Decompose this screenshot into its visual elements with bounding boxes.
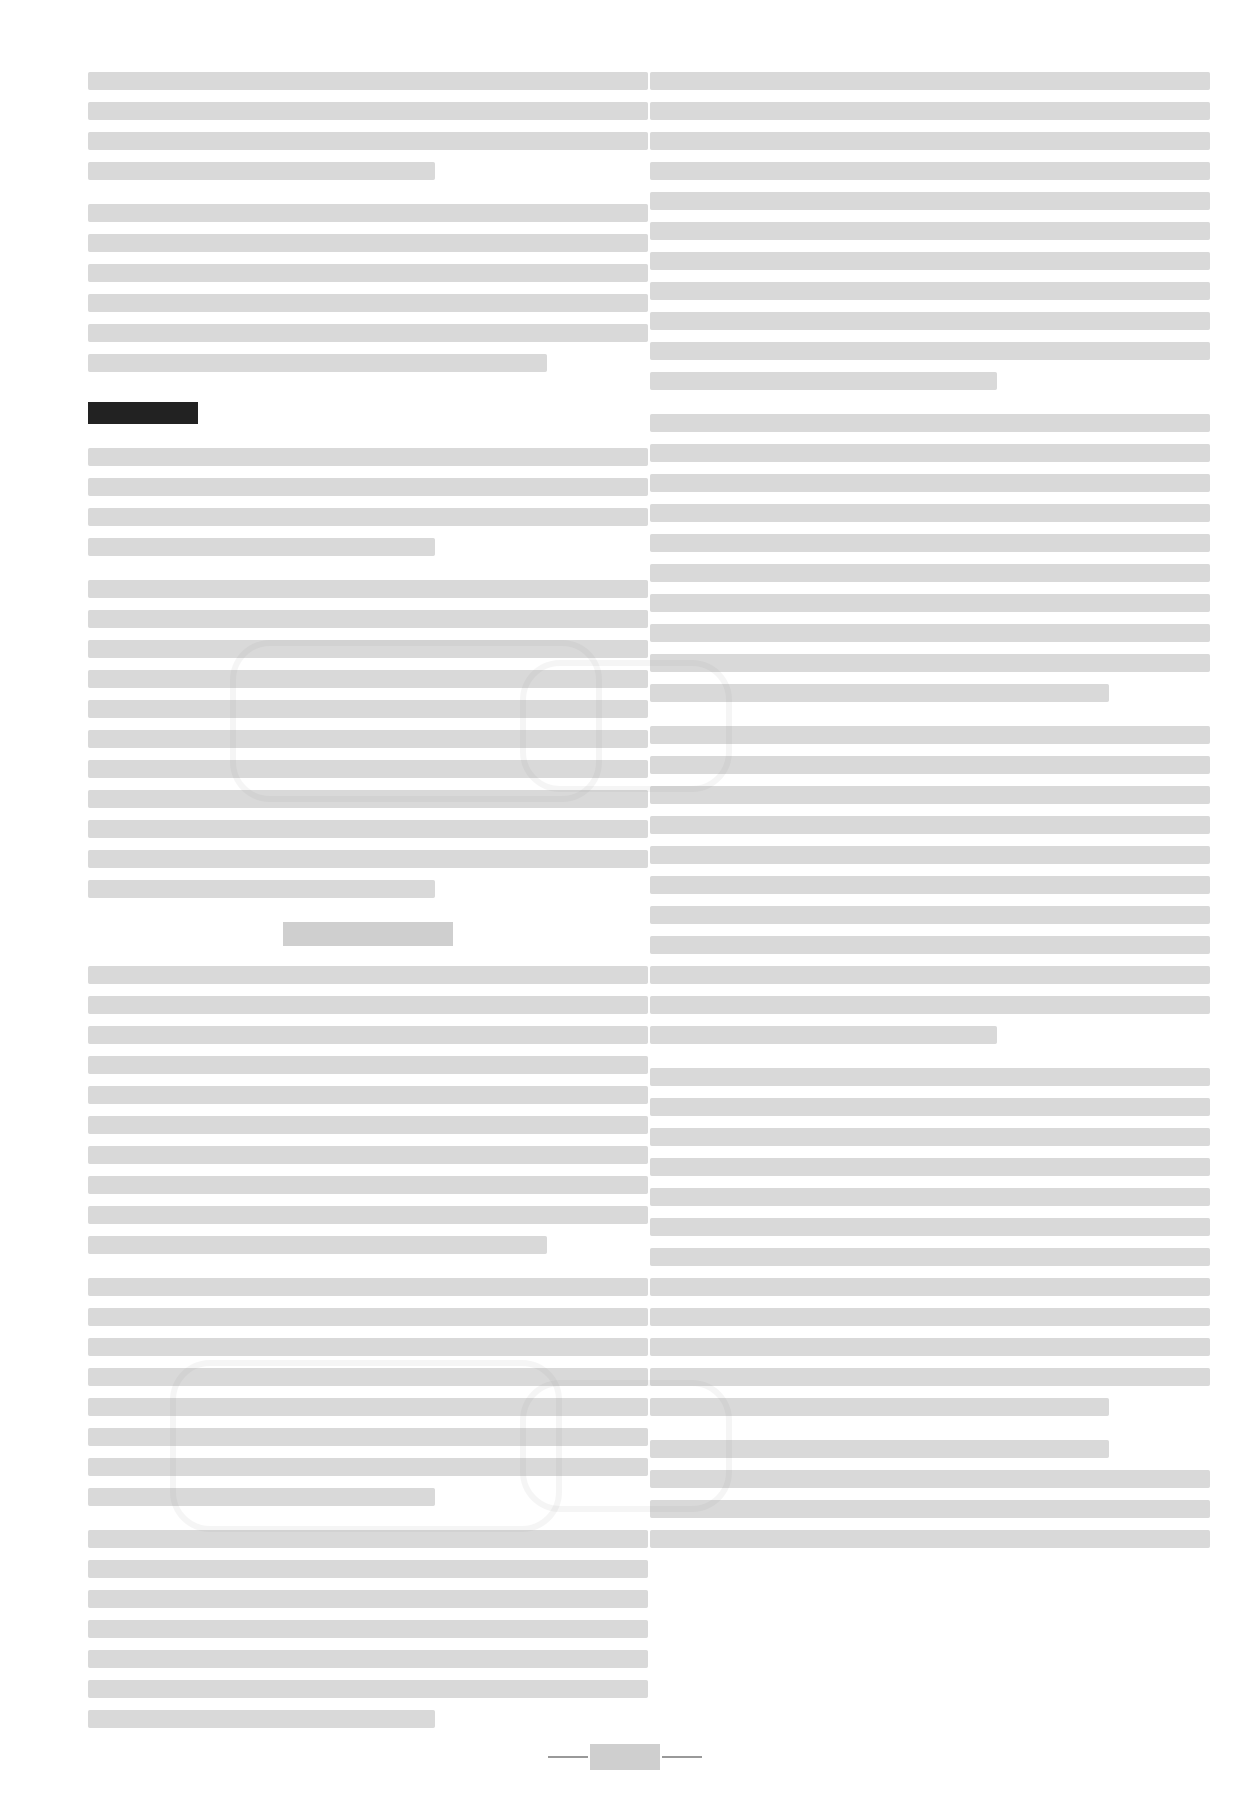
paragraph-block: [650, 72, 1210, 390]
page-number-rule: [662, 1756, 702, 1758]
paragraph-block: [88, 1530, 648, 1728]
paragraph-block: [88, 966, 648, 1254]
section-heading: [283, 922, 453, 946]
watermark: [520, 1380, 732, 1512]
paragraph-block: [88, 448, 648, 556]
paragraph-block: [88, 72, 648, 180]
watermark: [170, 1360, 562, 1532]
paragraph-block: [650, 726, 1210, 1044]
page-number-rule: [548, 1756, 588, 1758]
paragraph-block: [650, 1068, 1210, 1416]
watermark: [520, 660, 732, 792]
paragraph-block: [650, 414, 1210, 702]
paragraph-block: [88, 204, 648, 372]
page-number: [590, 1744, 660, 1770]
right-column: [650, 62, 1210, 1572]
table-block: [650, 1440, 1210, 1548]
section-label: [88, 402, 198, 424]
